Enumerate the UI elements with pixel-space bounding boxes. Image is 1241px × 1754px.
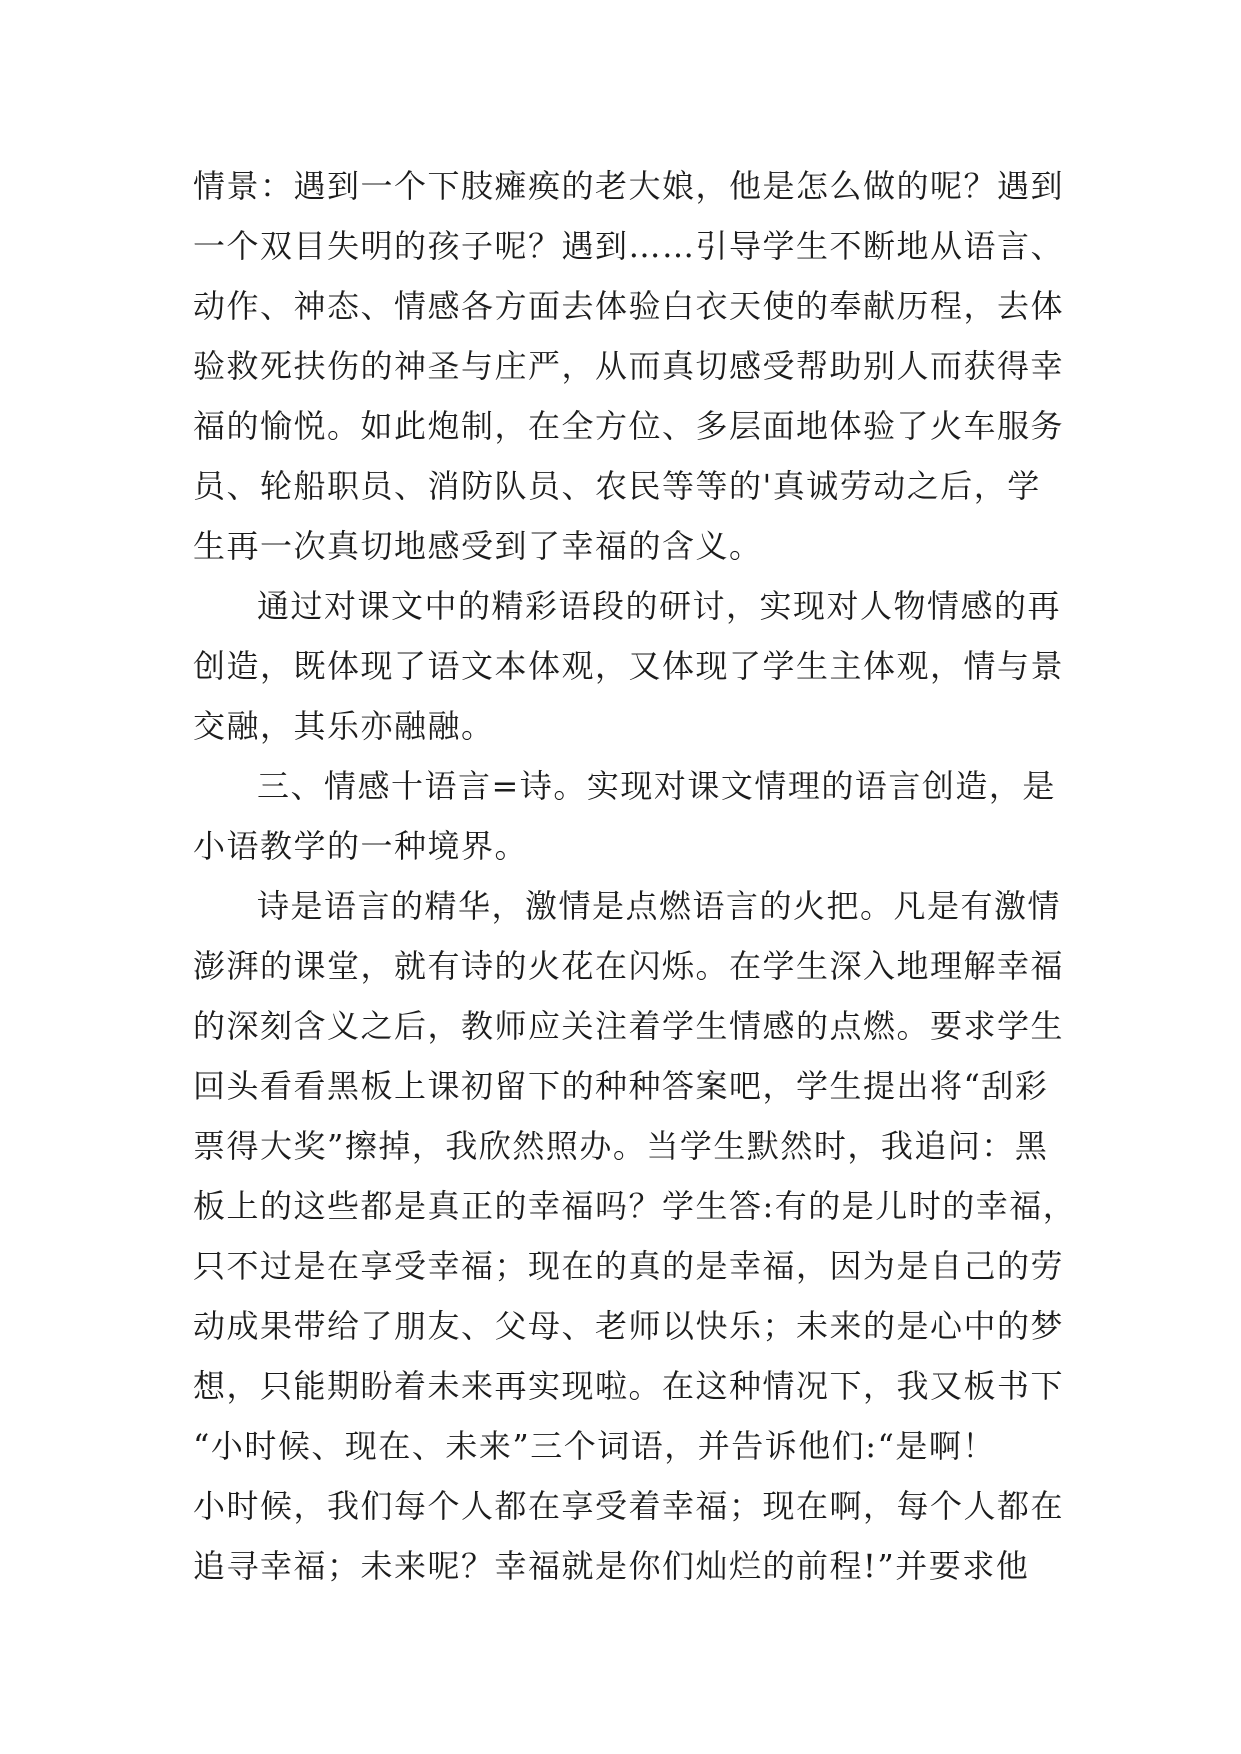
text-line: 小语教学的一种境界。 bbox=[193, 827, 529, 865]
text-line: 动作、神态、情感各方面去体验白衣天使的奉献历程，去体 bbox=[193, 287, 1065, 325]
text-line: 一个双目失明的孩子呢？遇到……引导学生不断地从语言、 bbox=[193, 227, 1065, 265]
text-line: 生再一次真切地感受到了幸福的含义。 bbox=[193, 527, 763, 565]
paragraph-start-line: 通过对课文中的精彩语段的研讨，实现对人物情感的再 bbox=[257, 587, 1062, 625]
text-line: 情景：遇到一个下肢瘫痪的老大娘，他是怎么做的呢？遇到 bbox=[193, 167, 1065, 205]
body-text bbox=[193, 156, 1077, 1596]
text-line: 回头看看黑板上课初留下的种种答案吧，学生提出将“刮彩 bbox=[193, 1067, 1049, 1105]
text-line: 的深刻含义之后，教师应关注着学生情感的点燃。要求学生 bbox=[193, 1007, 1065, 1045]
text-line: 追寻幸福；未来呢？幸福就是你们灿烂的前程!”并要求他 bbox=[193, 1547, 1030, 1585]
text-line: 想，只能期盼着未来再实现啦。在这种情况下，我又板书下 bbox=[193, 1367, 1065, 1405]
text-line: 只不过是在享受幸福；现在的真的是幸福，因为是自己的劳 bbox=[193, 1247, 1065, 1285]
text-line: 员、轮船职员、消防队员、农民等等的'真诚劳动之后，学 bbox=[193, 467, 1041, 505]
text-line: 小时候，我们每个人都在享受着幸福；现在啊，每个人都在 bbox=[193, 1487, 1065, 1525]
paragraph-start-line: 诗是语言的精华，激情是点燃语言的火把。凡是有激情 bbox=[257, 887, 1062, 925]
text-line: 福的愉悦。如此炮制，在全方位、多层面地体验了火车服务 bbox=[193, 407, 1065, 445]
text-line: “小时候、现在、未来”三个词语，并告诉他们:“是啊！ bbox=[193, 1427, 996, 1465]
text-line: 创造，既体现了语文本体观，又体现了学生主体观，情与景 bbox=[193, 647, 1065, 685]
text-line: 验救死扶伤的神圣与庄严，从而真切感受帮助别人而获得幸 bbox=[193, 347, 1065, 385]
text-line: 动成果带给了朋友、父母、老师以快乐；未来的是心中的梦 bbox=[193, 1307, 1065, 1345]
section-heading-line: 三、情感十语言=诗。实现对课文情理的语言创造，是 bbox=[257, 767, 1056, 805]
text-line: 板上的这些都是真正的幸福吗？学生答:有的是儿时的幸福， bbox=[193, 1187, 1077, 1225]
text-line: 交融，其乐亦融融。 bbox=[193, 707, 495, 745]
text-line: 票得大奖”擦掉，我欣然照办。当学生默然时，我追问：黑 bbox=[193, 1127, 1049, 1165]
text-line: 澎湃的课堂，就有诗的火花在闪烁。在学生深入地理解幸福 bbox=[193, 947, 1065, 985]
